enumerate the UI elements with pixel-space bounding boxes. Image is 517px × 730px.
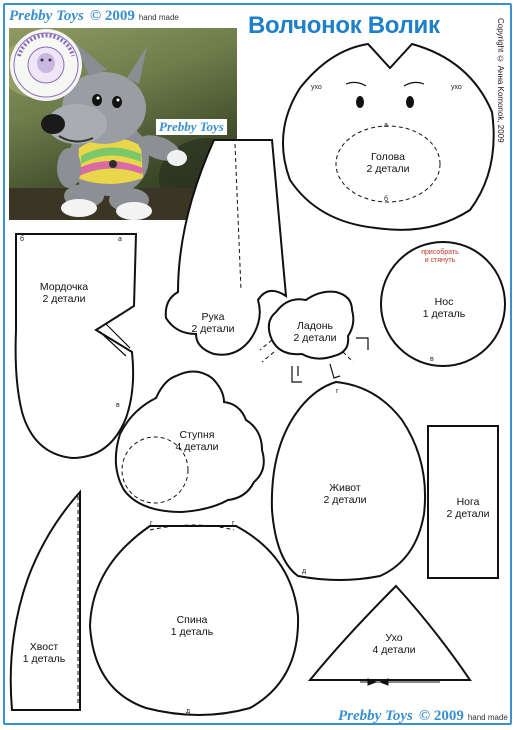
belly-mark-d: д [302,568,307,575]
tail-count: 1 деталь [22,653,66,665]
back-name: Спина [176,614,208,626]
head-name: Голова [371,151,405,163]
muzzle-label [40,281,88,305]
brand-year: © 2009 [89,8,135,24]
head-mark-b: б [384,196,389,203]
tail-name: Хвост [29,641,59,653]
nose-label [423,296,466,320]
tail-piece [11,492,80,710]
leg-label [447,496,490,520]
muzzle-mark-v: в [116,402,120,409]
brand-year-footer: © 2009 [418,708,464,724]
nose-count: 1 деталь [422,308,466,320]
back-label [171,614,214,638]
back-mark-g2: г [232,520,235,527]
nose-mark-v: в [430,356,434,363]
ear-count: 4 детали [372,644,416,656]
palm-name: Ладонь [297,320,333,332]
brand-name-footer: Prebby Toys [338,708,413,724]
leg-count: 2 детали [446,508,490,520]
head-count: 2 детали [366,163,410,175]
muzzle-count: 2 детали [42,293,86,305]
page-title: Волчонок Волик [248,12,440,39]
head-mark-a: а [384,122,388,129]
belly-mark-g: г [336,388,339,395]
arm-label [192,311,235,335]
belly-piece [272,382,425,580]
back-count: 1 деталь [170,626,214,638]
copyright-note: Copyright © Анна Komonok, 2009 [496,18,505,143]
muzzle-name: Мордочка [39,281,89,293]
brand-handmade-footer: hand made [467,713,508,722]
muzzle-mark-b: б [20,236,25,243]
tail-label [23,641,66,665]
belly-count: 2 детали [323,494,367,506]
muzzle-piece [16,234,136,458]
belly-name: Живот [329,482,361,494]
foot-label [176,429,219,453]
arm-count: 2 детали [191,323,235,335]
belly-label [324,482,367,506]
brand-handmade: hand made [138,13,179,22]
palm-count: 2 детали [293,332,337,344]
nose-note-line1: присобрать [421,249,459,256]
palm-label [294,320,337,344]
foot-count: 4 детали [175,441,219,453]
head-label [367,151,410,175]
foot-name: Ступня [179,429,215,441]
back-mark-d: д [186,708,191,715]
head-ear-right-mark: ухо [451,84,462,91]
head-ear-left-mark: ухо [311,84,322,91]
muzzle-mark-a: а [118,236,122,243]
nose-note [421,249,459,265]
brand-name: Prebby Toys [9,8,84,24]
arm-name: Рука [201,311,225,323]
leg-name: Нога [456,496,480,508]
brand-footer [338,707,508,725]
back-mark-g1: г [150,520,153,527]
nose-name: Нос [434,296,454,308]
ear-label [373,632,416,656]
ear-name: Ухо [385,632,403,644]
stamp-brand-name: Prebby Toys [156,119,227,135]
nose-note-line2: и стянуть [424,257,456,264]
